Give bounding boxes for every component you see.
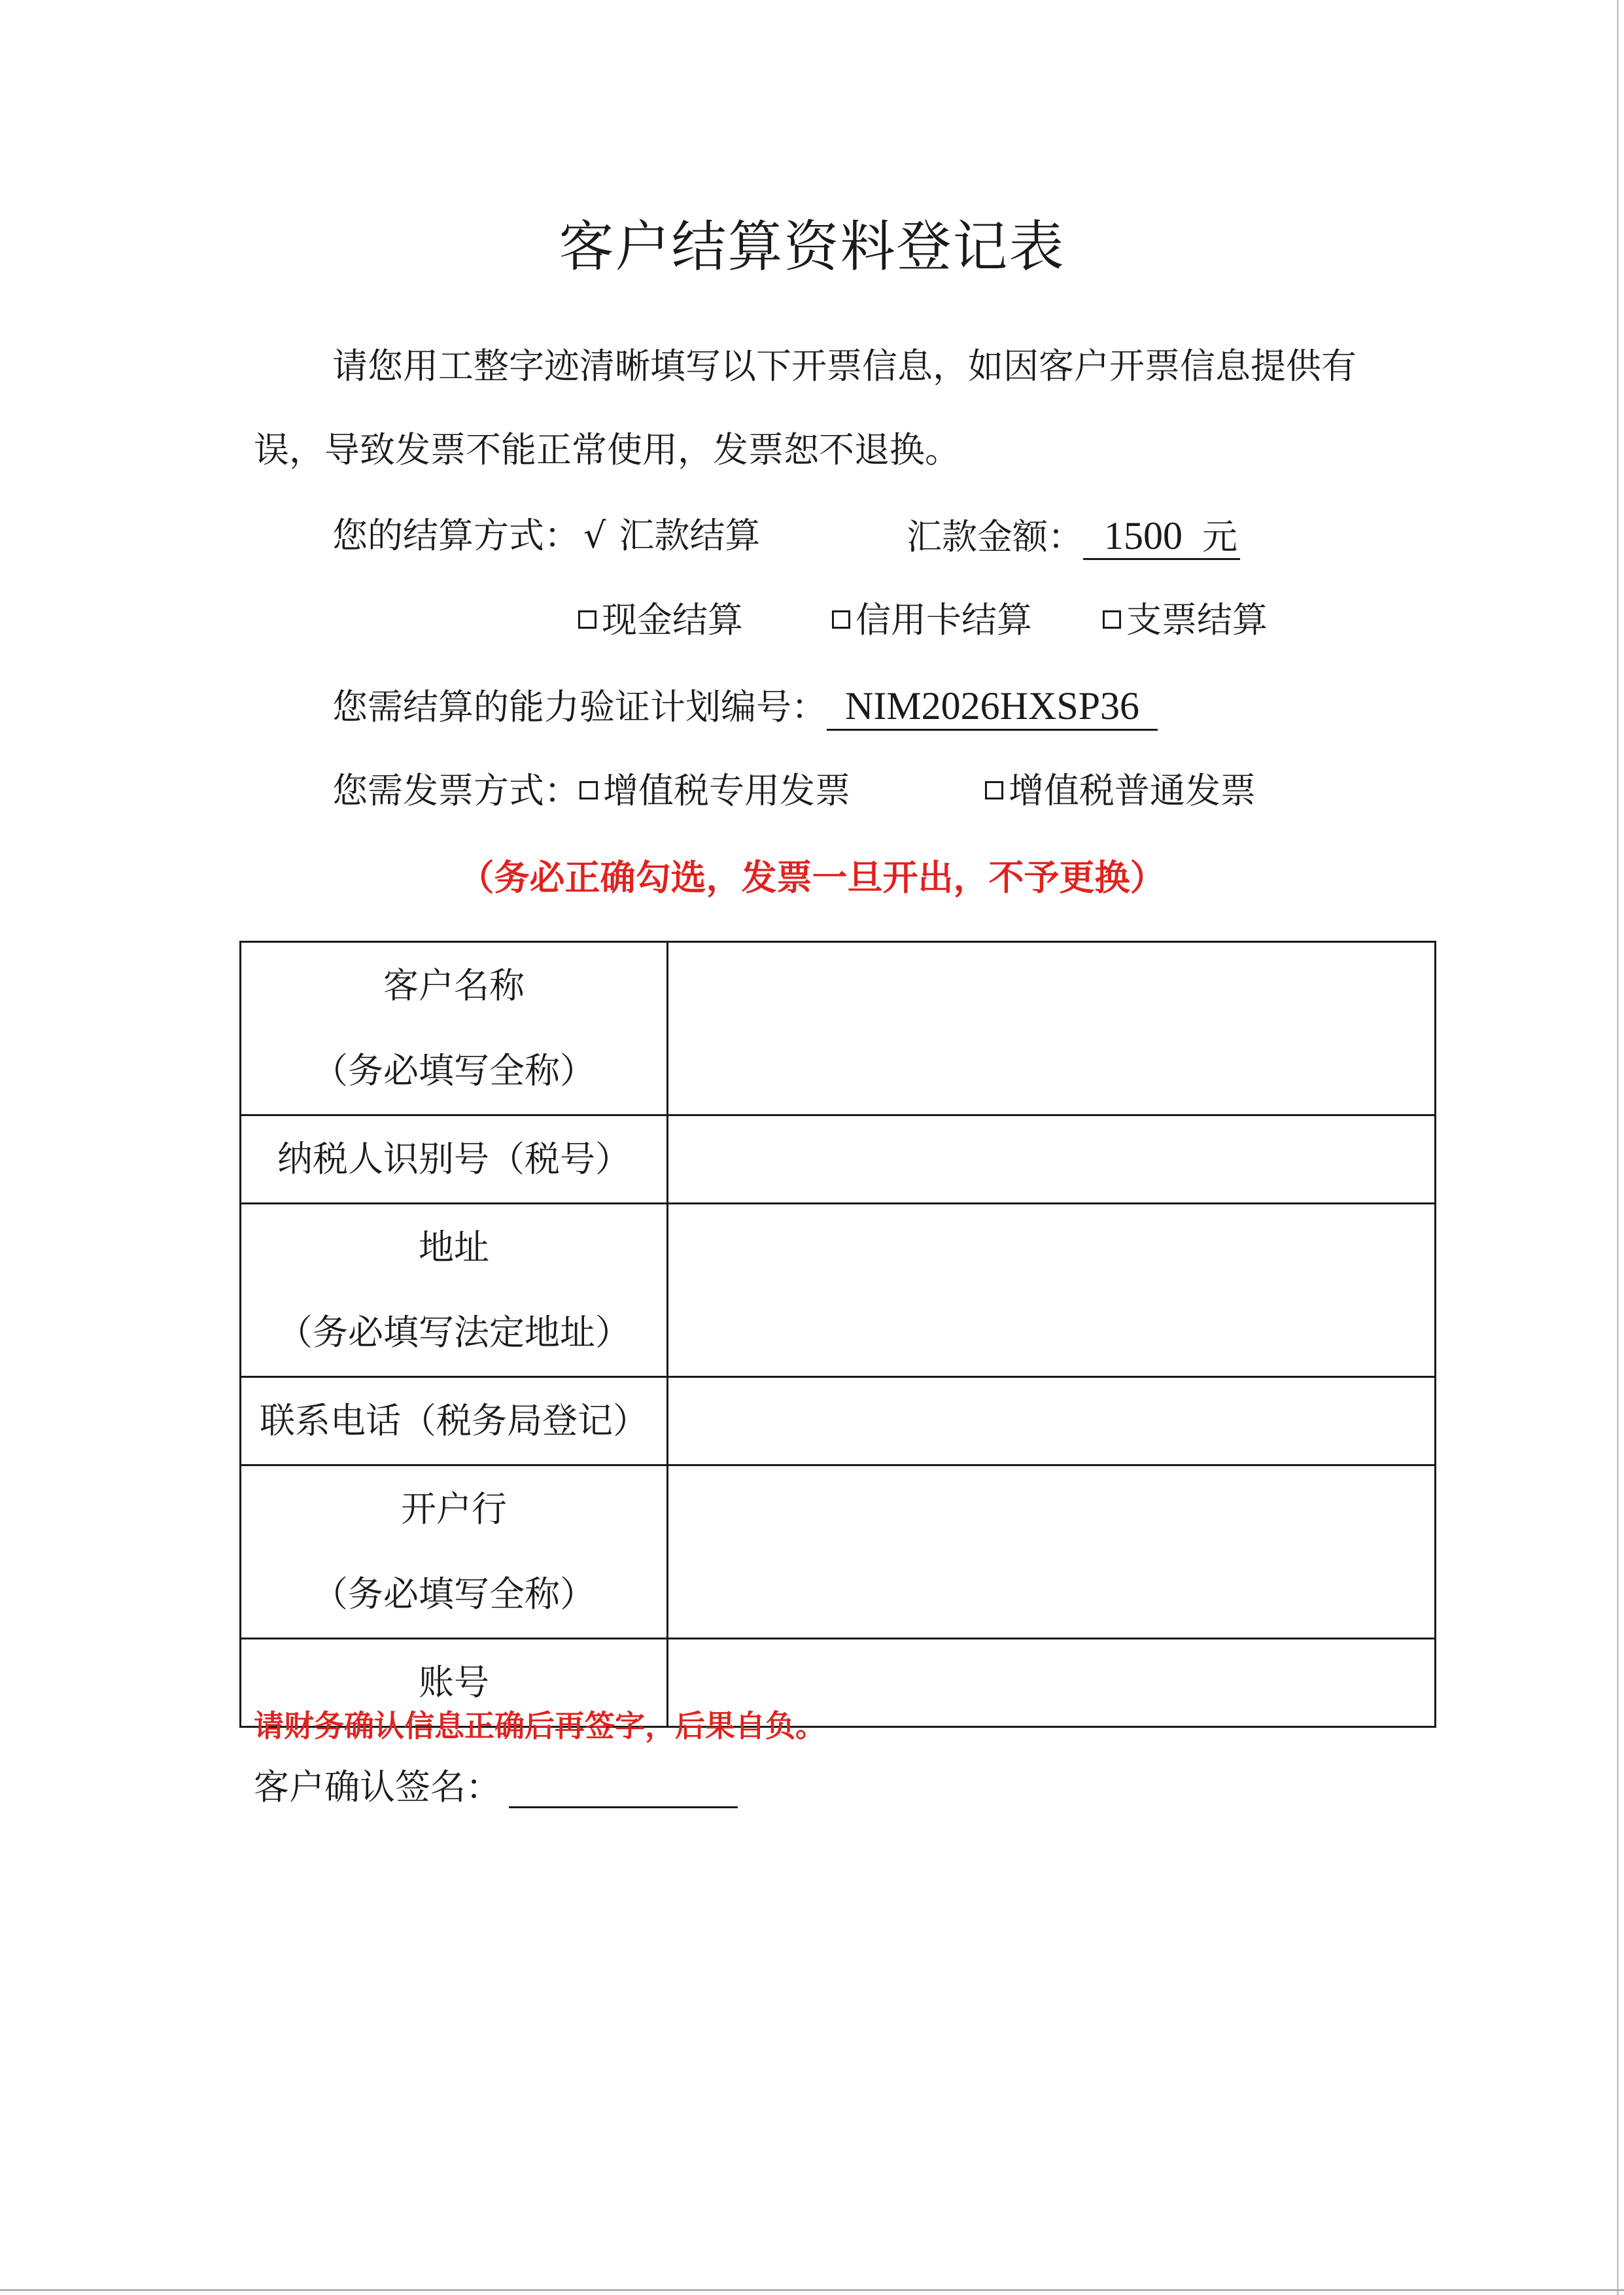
amount-label: 汇款金额： [907,516,1083,557]
row-label-line2: （务必填写法定地址） [277,1312,631,1353]
row-label-line1: 开户行 [401,1488,507,1530]
row-label [241,942,668,1115]
row-label [241,1115,668,1204]
amount-field[interactable] [1083,515,1240,560]
plan-row [332,685,1158,728]
signature-label: 客户确认签名： [254,1766,501,1808]
settlement-option-credit-card[interactable] [832,599,1032,641]
table-row [241,1204,1436,1377]
scan-edge [1617,0,1619,2295]
row-label [241,1465,668,1639]
settlement-option-label: 信用卡结算 [855,599,1032,640]
checkbox-icon[interactable] [1103,610,1121,629]
row-label-line1: 地址 [419,1227,489,1268]
amount-value: 1500 [1104,514,1183,557]
bank-input[interactable] [668,1465,1436,1639]
plan-label: 您需结算的能力验证计划编号： [332,686,827,727]
row-label [241,1377,668,1465]
amount-unit: 元 [1202,516,1237,557]
row-label-line1: 客户名称 [383,965,525,1006]
row-label-line1: 联系电话（税务局登记） [260,1400,648,1441]
amount-row [907,515,1240,560]
row-label-line2: （务必填写全称） [313,1573,595,1615]
row-label-line1: 纳税人识别号（税号） [277,1138,631,1180]
settlement-option-cheque[interactable] [1103,599,1268,641]
tax-id-input[interactable] [668,1115,1436,1204]
checkbox-icon[interactable] [578,610,596,629]
invoice-option-general-vat: 增值税普通发票 [1009,770,1256,811]
settlement-option-label: 现金结算 [602,599,743,640]
row-label-line2: （务必填写全称） [313,1050,595,1091]
plan-number-field[interactable]: NIM2026HXSP36 [827,684,1158,731]
table-row [241,942,1436,1115]
table-row [241,1115,1436,1204]
invoice-label: 您需发票方式： [332,770,579,811]
address-input[interactable] [668,1204,1436,1377]
intro-line-1: 请您用工整字迹清晰填写以下开票信息，如因客户开票信息提供有 [332,345,1356,387]
signature-field[interactable] [509,1770,738,1808]
table-row [241,1465,1436,1639]
table-row [241,1377,1436,1465]
customer-info-table [239,941,1436,1728]
checkbox-icon[interactable] [579,781,598,799]
settlement-label: 您的结算方式： [332,515,579,556]
invoice-row [332,770,850,812]
finance-note: 请财务确认信息正确后再签字，后果自负。 [254,1708,825,1743]
checkmark-icon[interactable]: √ [583,515,606,556]
settlement-option-cash[interactable] [578,599,743,641]
invoice-option-general[interactable] [985,770,1256,812]
page-title: 客户结算资料登记表 [559,215,1065,279]
signature-row [254,1766,738,1808]
customer-name-input[interactable] [668,942,1436,1115]
settlement-option-label: 支票结算 [1126,599,1268,640]
scan-edge [0,2289,1624,2291]
intro-line-2: 误，导致发票不能正常使用，发票恕不退换。 [254,429,960,470]
settlement-option-remittance[interactable]: 汇款结算 [619,515,761,556]
checkbox-icon[interactable] [985,781,1003,799]
invoice-option-special-vat[interactable]: 增值税专用发票 [603,770,850,811]
warning-text: （务必正确勾选，发票一旦开出，不予更换） [458,857,1166,898]
settlement-row [332,515,760,557]
phone-input[interactable] [668,1377,1436,1465]
checkbox-icon[interactable] [832,610,850,629]
row-label-line1: 账号 [419,1662,489,1703]
row-label [241,1204,668,1377]
